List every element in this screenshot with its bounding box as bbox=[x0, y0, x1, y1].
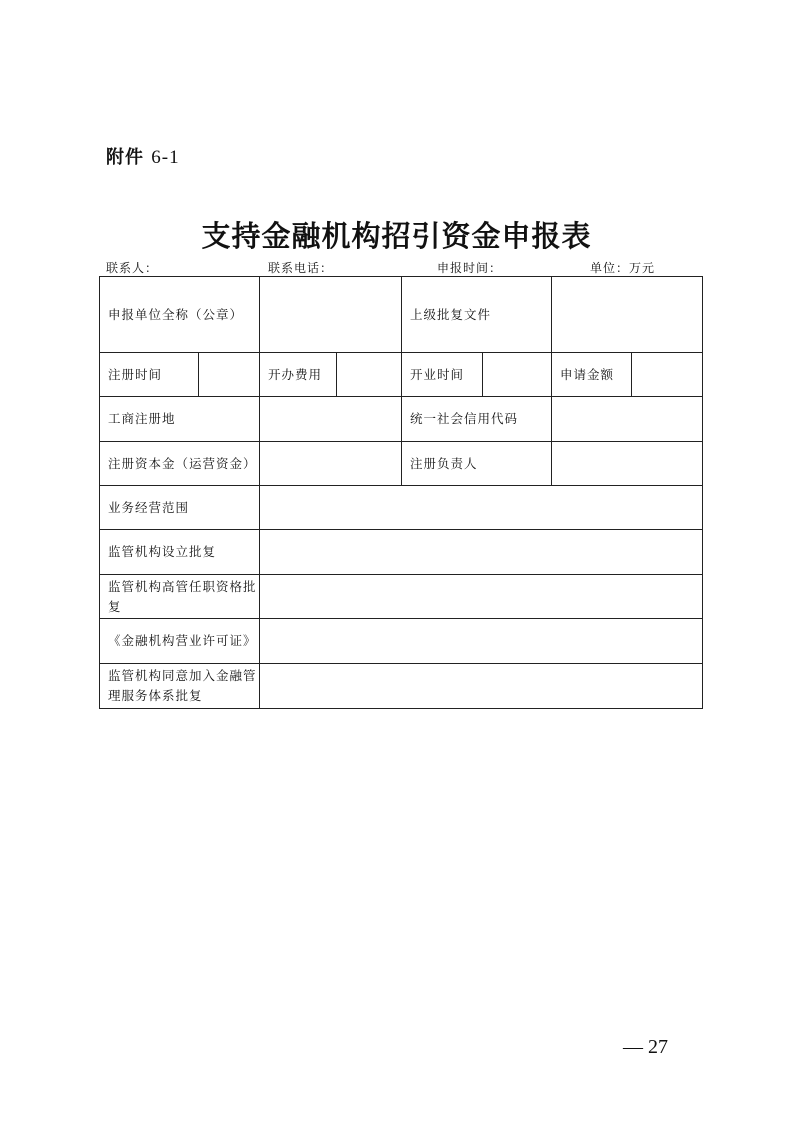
requested-amount-field[interactable] bbox=[632, 353, 703, 397]
registered-principal-label: 注册负责人 bbox=[402, 442, 552, 486]
opening-time-field[interactable] bbox=[483, 353, 552, 397]
report-date-label: 申报时间： bbox=[437, 261, 503, 275]
regulator-join-approval-label: 监管机构同意加入金融管理服务体系批复 bbox=[100, 664, 260, 709]
form-row bbox=[100, 277, 703, 353]
attachment-label-text: 附件 bbox=[106, 147, 144, 168]
form-title: 支持金融机构招引资金申报表 bbox=[201, 219, 592, 253]
regulator-executive-approval-label: 监管机构高管任职资格批复 bbox=[100, 575, 260, 619]
credit-code-field[interactable] bbox=[552, 397, 703, 442]
form-row bbox=[100, 486, 703, 530]
business-scope-field[interactable] bbox=[260, 486, 703, 530]
opening-time-label: 开业时间 bbox=[402, 353, 483, 397]
registered-capital-label: 注册资本金（运营资金） bbox=[100, 442, 260, 486]
registered-principal-field[interactable] bbox=[552, 442, 703, 486]
registered-capital-field[interactable] bbox=[260, 442, 402, 486]
attachment-label bbox=[106, 143, 180, 169]
form-row bbox=[100, 442, 703, 486]
application-form-table bbox=[99, 276, 703, 709]
business-registration-place-field[interactable] bbox=[260, 397, 402, 442]
business-registration-place-label: 工商注册地 bbox=[100, 397, 260, 442]
financial-license-field[interactable] bbox=[260, 619, 703, 664]
registration-time-label: 注册时间 bbox=[100, 353, 199, 397]
registration-time-field[interactable] bbox=[199, 353, 260, 397]
form-row bbox=[100, 530, 703, 575]
contact-phone-label: 联系电话： bbox=[268, 261, 334, 275]
superior-approval-field[interactable] bbox=[552, 277, 703, 353]
applicant-name-label: 申报单位全称（公章） bbox=[100, 277, 260, 353]
superior-approval-label: 上级批复文件 bbox=[402, 277, 552, 353]
regulator-establishment-approval-label: 监管机构设立批复 bbox=[100, 530, 260, 575]
form-row bbox=[100, 397, 703, 442]
form-row bbox=[100, 575, 703, 619]
applicant-name-field[interactable] bbox=[260, 277, 402, 353]
setup-cost-field[interactable] bbox=[337, 353, 402, 397]
form-row bbox=[100, 619, 703, 664]
financial-license-label: 《金融机构营业许可证》 bbox=[100, 619, 260, 664]
business-scope-label: 业务经营范围 bbox=[100, 486, 260, 530]
regulator-executive-approval-field[interactable] bbox=[260, 575, 703, 619]
setup-cost-label: 开办费用 bbox=[260, 353, 337, 397]
contact-person-label: 联系人： bbox=[106, 261, 159, 275]
form-row bbox=[100, 664, 703, 709]
page-number: — 27 bbox=[623, 1036, 668, 1058]
requested-amount-label: 申请金额 bbox=[552, 353, 632, 397]
attachment-number: 6-1 bbox=[151, 147, 180, 168]
regulator-join-approval-field[interactable] bbox=[260, 664, 703, 709]
credit-code-label: 统一社会信用代码 bbox=[402, 397, 552, 442]
regulator-establishment-approval-field[interactable] bbox=[260, 530, 703, 575]
currency-unit-label: 单位：万元 bbox=[590, 261, 656, 275]
form-row bbox=[100, 353, 703, 397]
